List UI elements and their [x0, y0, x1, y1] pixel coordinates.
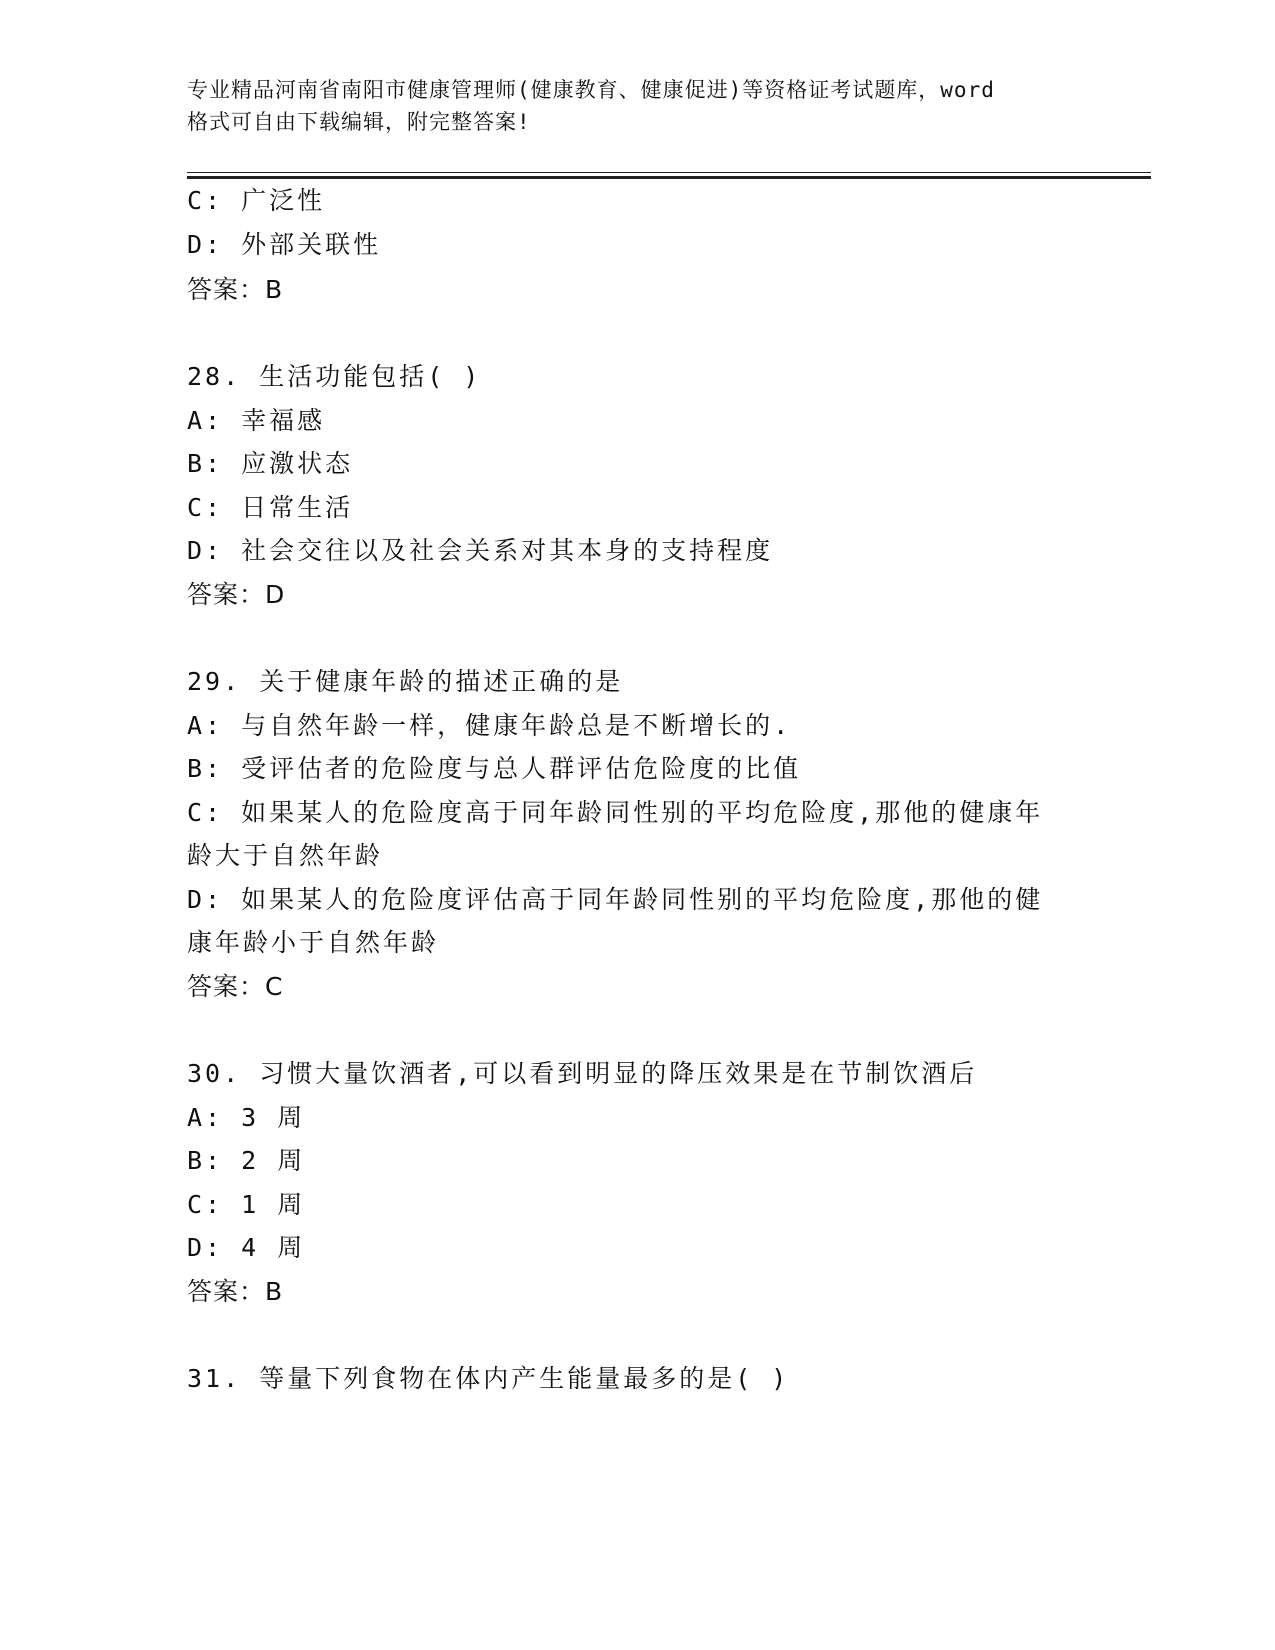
- q28-option-d: D: 社会交往以及社会关系对其本身的支持程度: [187, 536, 774, 565]
- q30-option-d: D: 4 周: [187, 1233, 306, 1262]
- q29-option-c-line-2: 龄大于自然年龄: [187, 841, 384, 870]
- header-line-2: 格式可自由下载编辑，附完整答案!: [187, 110, 531, 134]
- q30-option-a: A: 3 周: [187, 1103, 306, 1132]
- q29-option-d-line-2: 康年龄小于自然年龄: [187, 928, 440, 957]
- q29-option-a: A: 与自然年龄一样，健康年龄总是不断增长的.: [187, 711, 792, 740]
- q30-option-b: B: 2 周: [187, 1146, 306, 1175]
- q29-option-c-line-1: C: 如果某人的危险度高于同年龄同性别的平均危险度,那他的健康年: [187, 798, 1044, 827]
- document-header: [187, 74, 1087, 138]
- question-28: 28. 生活功能包括( ): [187, 362, 482, 391]
- answer-line: 答案：B: [187, 275, 284, 304]
- option-d: D: 外部关联性: [187, 230, 382, 259]
- option-c: C: 广泛性: [187, 186, 326, 215]
- header-line-1: 专业精品河南省南阳市健康管理师(健康教育、健康促进)等资格证考试题库，word: [187, 78, 995, 102]
- question-31: 31. 等量下列食物在体内产生能量最多的是( ): [187, 1364, 790, 1393]
- q29-option-b: B: 受评估者的危险度与总人群评估危险度的比值: [187, 754, 802, 783]
- q28-option-b: B: 应激状态: [187, 449, 354, 478]
- q30-option-c: C: 1 周: [187, 1190, 306, 1219]
- q28-answer: 答案：D: [187, 580, 286, 609]
- header-divider-thick: [187, 176, 1151, 179]
- question-29: 29. 关于健康年龄的描述正确的是: [187, 667, 624, 696]
- q28-option-c: C: 日常生活: [187, 493, 354, 522]
- q30-answer: 答案：B: [187, 1277, 284, 1306]
- header-divider-thin: [187, 172, 1151, 173]
- q28-option-a: A: 幸福感: [187, 406, 326, 435]
- q29-option-d-line-1: D: 如果某人的危险度评估高于同年龄同性别的平均危险度,那他的健: [187, 885, 1044, 914]
- q29-answer: 答案：C: [187, 972, 284, 1001]
- question-30: 30. 习惯大量饮酒者,可以看到明显的降压效果是在节制饮酒后: [187, 1059, 978, 1088]
